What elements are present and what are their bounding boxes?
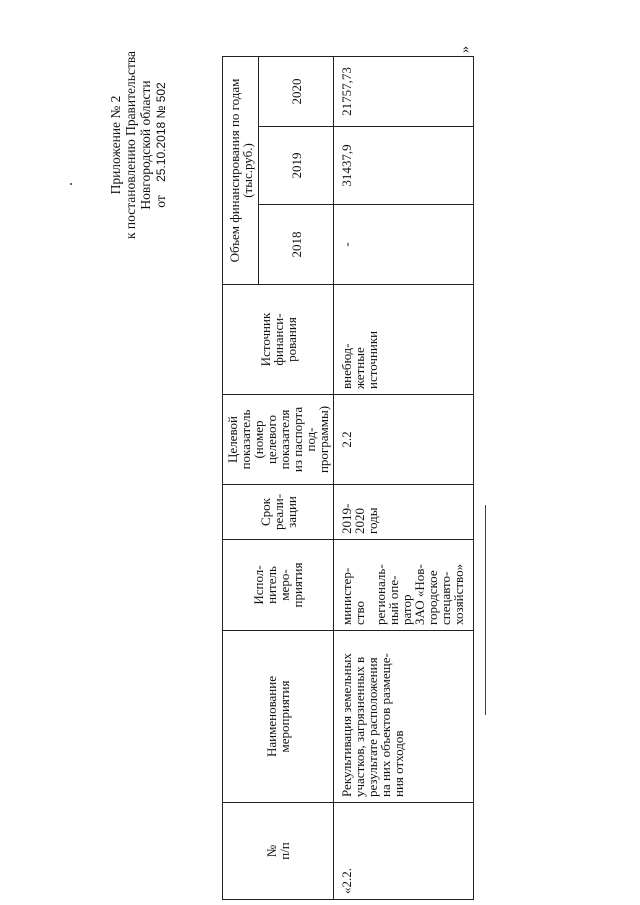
cell-term: 2019- 2020 годы	[334, 485, 474, 540]
cell-indicator: 2.2	[334, 395, 474, 485]
scan-speck	[70, 183, 72, 185]
col-header-name: Наименование мероприятия	[223, 631, 334, 803]
executor-operator: региональ- ный опе- ратор ЗАО «Нов- городское спецавто- хозяйство»	[373, 563, 466, 625]
footnote-rule	[485, 505, 486, 715]
funding-table	[222, 56, 474, 900]
col-header-num: № п/п	[223, 803, 334, 900]
col-header-indicator: Целевой показатель (номер целевого показателя из паспорта под- программы)	[223, 395, 334, 485]
cell-executor	[334, 540, 474, 631]
col-header-term: Срок реали- зации	[223, 485, 334, 540]
cell-value-2019: 31437,9	[334, 127, 474, 205]
cell-source: внебюд- жетные источники	[334, 285, 474, 395]
document-header	[108, 35, 169, 255]
col-header-funding: Объем финансирования по годам (тыс.руб.)	[223, 56, 259, 284]
resolution-reference: к постановлению Правительства	[123, 50, 138, 240]
col-header-year-2019: 2019	[259, 127, 334, 205]
cell-name: Рекультивация земельных участков, загрязненных в результате расположения на них объектов размеще- ния отходов	[334, 631, 474, 803]
date-prefix: от	[153, 195, 168, 208]
cell-num: «2.2.	[334, 803, 474, 900]
appendix-title: Приложение № 2	[108, 95, 123, 195]
table-row	[334, 56, 474, 899]
col-header-executor: Испол- нитель меро- приятия	[223, 540, 334, 631]
region-name: Новгородской области	[138, 80, 153, 210]
col-header-source: Источник финанси- рования	[223, 285, 334, 395]
executor-ministry: министер- ство	[339, 567, 367, 625]
cell-value-2020: 21757,73	[334, 56, 474, 126]
resolution-date: 25.10.2018 № 502	[154, 82, 168, 182]
col-header-year-2020: 2020	[259, 56, 334, 126]
closing-quote: »	[458, 46, 473, 53]
col-header-year-2018: 2018	[259, 205, 334, 285]
cell-value-2018: -	[334, 205, 474, 285]
resolution-date-line	[153, 35, 169, 255]
header-row-1	[223, 56, 259, 899]
